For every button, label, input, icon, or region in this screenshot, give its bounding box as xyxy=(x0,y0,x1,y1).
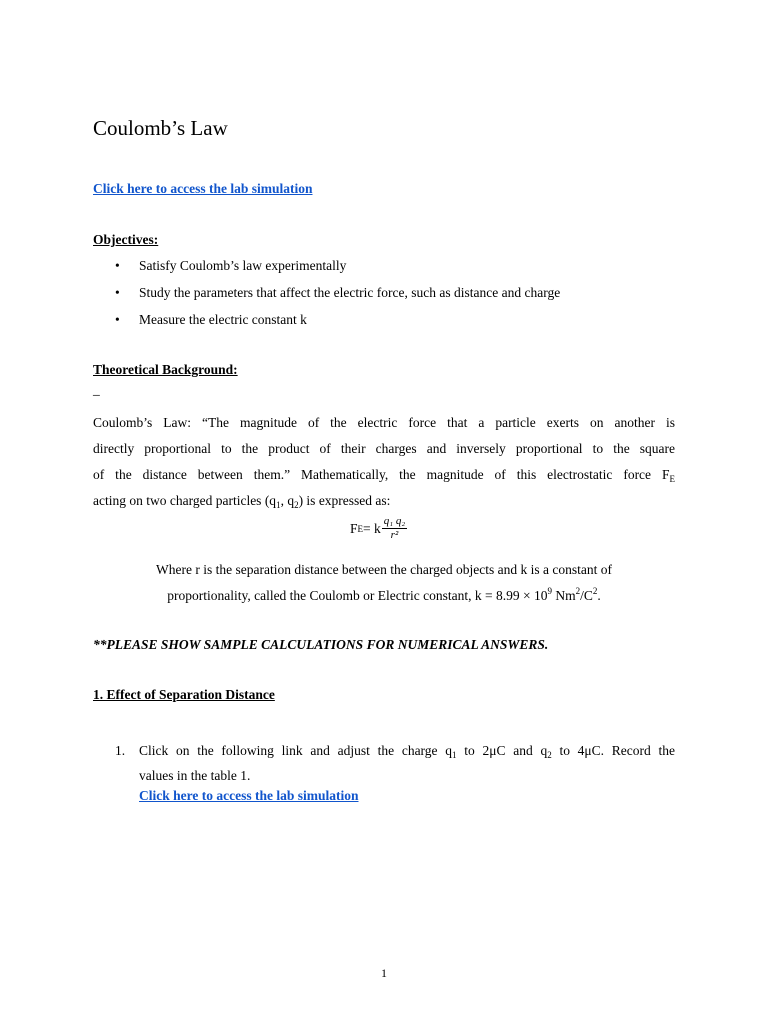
list-item xyxy=(115,283,560,310)
step-line: values in the table 1. xyxy=(139,768,251,783)
page-title: Coulomb’s Law xyxy=(93,116,228,140)
subscript: 1 xyxy=(276,500,281,510)
section-heading: 1. Effect of Separation Distance xyxy=(93,687,275,702)
bullet-icon: • xyxy=(115,258,120,273)
formula-denominator: r² xyxy=(390,529,399,541)
formula-numerator: q₁ q₂ xyxy=(383,515,406,527)
superscript: 2 xyxy=(575,586,581,596)
coulomb-formula xyxy=(350,515,407,542)
paragraph-text: of the distance between them.” Mathematically, the magnitude of this electrostatic force F xyxy=(93,467,670,482)
paragraph-text: , q xyxy=(280,493,295,508)
where-text: Nm xyxy=(552,588,576,603)
step-line xyxy=(139,738,675,763)
subscript: 2 xyxy=(547,750,552,760)
formula-fraction xyxy=(382,515,407,542)
subscript: 1 xyxy=(452,750,457,760)
subscript: E xyxy=(669,474,675,484)
paragraph-text: ) is expressed as: xyxy=(298,493,391,508)
paragraph-text: acting on two charged particles (q xyxy=(93,493,277,508)
where-text: . xyxy=(597,588,601,603)
paragraph-line: Coulomb’s Law: “The magnitude of the electric force that a particle exerts on another is xyxy=(93,415,675,430)
objective-text: Study the parameters that affect the electric force, such as distance and charge xyxy=(139,285,561,300)
superscript: 2 xyxy=(592,586,598,596)
bullet-icon: • xyxy=(115,285,120,300)
where-text: /C xyxy=(580,588,593,603)
theory-paragraph xyxy=(93,410,675,514)
objective-text: Satisfy Coulomb’s law experimentally xyxy=(139,258,347,273)
list-item xyxy=(115,256,560,283)
paragraph-line: directly proportional to the product of their charges and inversely proportional to the square xyxy=(93,441,675,456)
where-text: proportionality, called the Coulomb or Electric constant, k = 8.99 × 10 xyxy=(167,588,548,603)
superscript: 9 xyxy=(547,586,552,596)
paragraph-line xyxy=(93,488,675,514)
sample-calculations-note: **PLEASE SHOW SAMPLE CALCULATIONS FOR NUMERICAL ANSWERS. xyxy=(93,637,549,652)
formula-lhs: F xyxy=(350,520,358,536)
objective-text: Measure the electric constant k xyxy=(139,312,307,327)
lab-simulation-link[interactable]: Click here to access the lab simulation xyxy=(93,181,313,196)
objectives-heading: Objectives: xyxy=(93,232,159,247)
step-number: 1. xyxy=(115,743,126,758)
where-line-1: Where r is the separation distance between the charged objects and k is a constant of xyxy=(156,562,612,577)
step-text-part: to 2μC and q xyxy=(456,743,548,758)
theoretical-background-heading: Theoretical Background: xyxy=(93,362,238,377)
list-item xyxy=(115,310,560,337)
subscript: 2 xyxy=(294,500,299,510)
formula-lhs-subscript: E xyxy=(357,523,364,534)
where-line-2 xyxy=(93,586,675,604)
step-text-part: Click on the following link and adjust the charge q xyxy=(139,743,453,758)
dash-marker: _ xyxy=(93,382,100,397)
lab-simulation-link-step[interactable]: Click here to access the lab simulation xyxy=(139,788,359,803)
bullet-icon: • xyxy=(115,312,120,327)
paragraph-line xyxy=(93,462,675,488)
page-number: 1 xyxy=(381,966,387,980)
formula-eq: = k xyxy=(363,520,381,536)
step-text xyxy=(139,738,675,788)
step-text-part: to 4μC. Record the xyxy=(551,743,675,758)
objectives-list xyxy=(115,256,560,337)
